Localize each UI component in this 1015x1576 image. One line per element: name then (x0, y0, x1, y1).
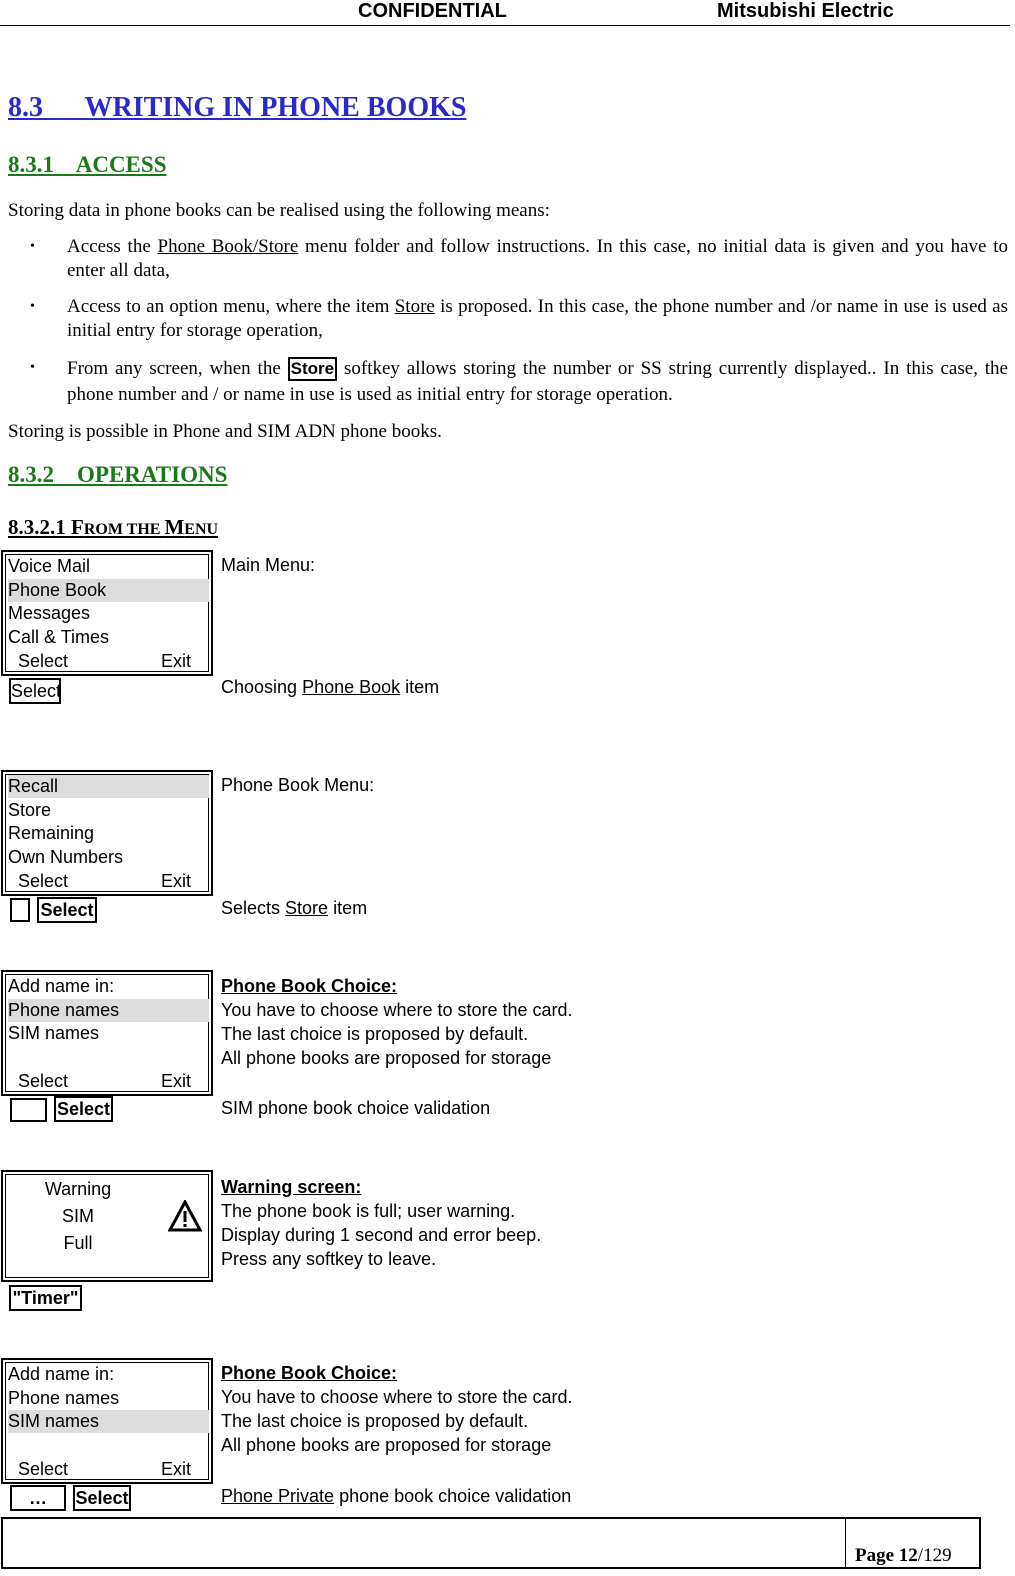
choosing-caption: Choosing Phone Book item (221, 677, 440, 697)
store-link: Store (394, 296, 435, 317)
main-menu-caption: Main Menu: (221, 555, 316, 575)
menu-item-own-numbers: Own Numbers (8, 847, 124, 867)
select-key: Select (73, 1485, 131, 1511)
access-title: 8.3.1 ACCESS (8, 152, 167, 177)
add-name-label: Add name in: (8, 1364, 115, 1384)
main-menu-screen (1, 550, 213, 676)
private-validation-caption: Phone Private phone book choice validation (221, 1486, 572, 1506)
menu-item-voice-mail: Voice Mail (8, 556, 91, 576)
store-softkey: Store (288, 357, 337, 381)
intro-text: Storing data in phone books can be realised using the following means: (8, 200, 550, 221)
page-number: Page 12/129 (855, 1545, 952, 1566)
menu-item-phone-names: Phone names (8, 999, 209, 1022)
sim-validation-caption: SIM phone book choice validation (221, 1098, 491, 1118)
softkey-select: Select (18, 1459, 69, 1479)
warning-sim-label: SIM (61, 1206, 94, 1226)
warning-full-label: Full (63, 1233, 93, 1253)
menu-item-sim-names: SIM names (8, 1410, 209, 1433)
softkey-select: Select (18, 1071, 69, 1091)
warning-label: Warning (44, 1179, 112, 1199)
phone-book-choice-caption-2: Phone Book Choice: You have to choose where to store the card. The last choice is proposed by default. All phone books are proposed for storage (221, 1363, 573, 1455)
menu-item-store: Store (8, 800, 52, 820)
softkey-exit: Exit (160, 871, 191, 891)
bullet-dot: • (30, 299, 35, 314)
bullet-dot: • (30, 239, 35, 254)
selects-store-caption: Selects Store item (221, 898, 368, 918)
bullet-3: • From any screen, when the Store softkey allows storing the number or SS string currently displayed.. In this case, the phone number and / or name in use is used as initial entry for storage operation. (30, 358, 1008, 405)
page-footer (1, 1517, 981, 1569)
storing-note: Storing is possible in Phone and SIM ADN phone books. (8, 421, 442, 442)
company-name: Mitsubishi Electric (717, 0, 894, 22)
phone-book-store-link: Phone Book/Store (157, 236, 299, 257)
select-key: Select (9, 678, 61, 704)
from-menu-title: 8.3.2.1 FROM THE MENU (8, 515, 219, 539)
phone-book-menu-screen (1, 770, 213, 896)
softkey-row (8, 1458, 209, 1481)
menu-item-messages: Messages (8, 603, 91, 623)
navigation-key-icon (10, 898, 30, 922)
softkey-select: Select (18, 651, 69, 671)
menu-item-phone-book: Phone Book (8, 579, 209, 602)
operations-title: 8.3.2 OPERATIONS (8, 462, 228, 487)
warning-screen (1, 1170, 213, 1282)
select-key: Select (54, 1096, 113, 1122)
timer-key: "Timer" (9, 1285, 82, 1311)
navigation-key-icon (10, 1098, 47, 1122)
add-name-label: Add name in: (8, 976, 115, 996)
softkey-row (8, 1070, 209, 1093)
menu-item-recall: Recall (8, 775, 209, 798)
softkey-exit: Exit (160, 1071, 191, 1091)
bullet-2: • Access to an option menu, where the item Store is proposed. In this case, the phone number and /or name in use is used as initial entry for storage operation, (30, 296, 1008, 341)
softkey-select: Select (18, 871, 69, 891)
bullet-1: • Access the Phone Book/Store menu folder and follow instructions. In this case, no initial data is given and you have to enter all data, (30, 236, 1008, 281)
softkey-exit: Exit (160, 651, 191, 671)
page-header (0, 0, 1010, 26)
softkey-exit: Exit (160, 1459, 191, 1479)
phone-book-choice-caption: Phone Book Choice: You have to choose where to store the card. The last choice is proposed by default. All phone books are proposed for storage (221, 976, 573, 1068)
add-name-screen-phone (1, 970, 213, 1096)
section-title: 8.3 WRITING IN PHONE BOOKS (8, 92, 467, 123)
ellipsis-key: … (10, 1485, 66, 1511)
warning-caption: Warning screen: The phone book is full; user warning. Display during 1 second and error beep. Press any softkey to leave. (221, 1177, 542, 1269)
phone-book-menu-caption: Phone Book Menu: (221, 775, 375, 795)
select-key: Select (37, 897, 97, 923)
softkey-row (8, 870, 209, 893)
menu-item-phone-names: Phone names (8, 1388, 120, 1408)
bullet-dot: • (30, 360, 35, 375)
softkey-row (8, 650, 209, 673)
warning-triangle-icon (168, 1200, 202, 1232)
confidential-label: CONFIDENTIAL (358, 0, 507, 22)
add-name-screen-sim (1, 1358, 213, 1484)
menu-item-sim-names: SIM names (8, 1023, 100, 1043)
menu-item-call-times: Call & Times (8, 627, 110, 647)
menu-item-remaining: Remaining (8, 823, 95, 843)
